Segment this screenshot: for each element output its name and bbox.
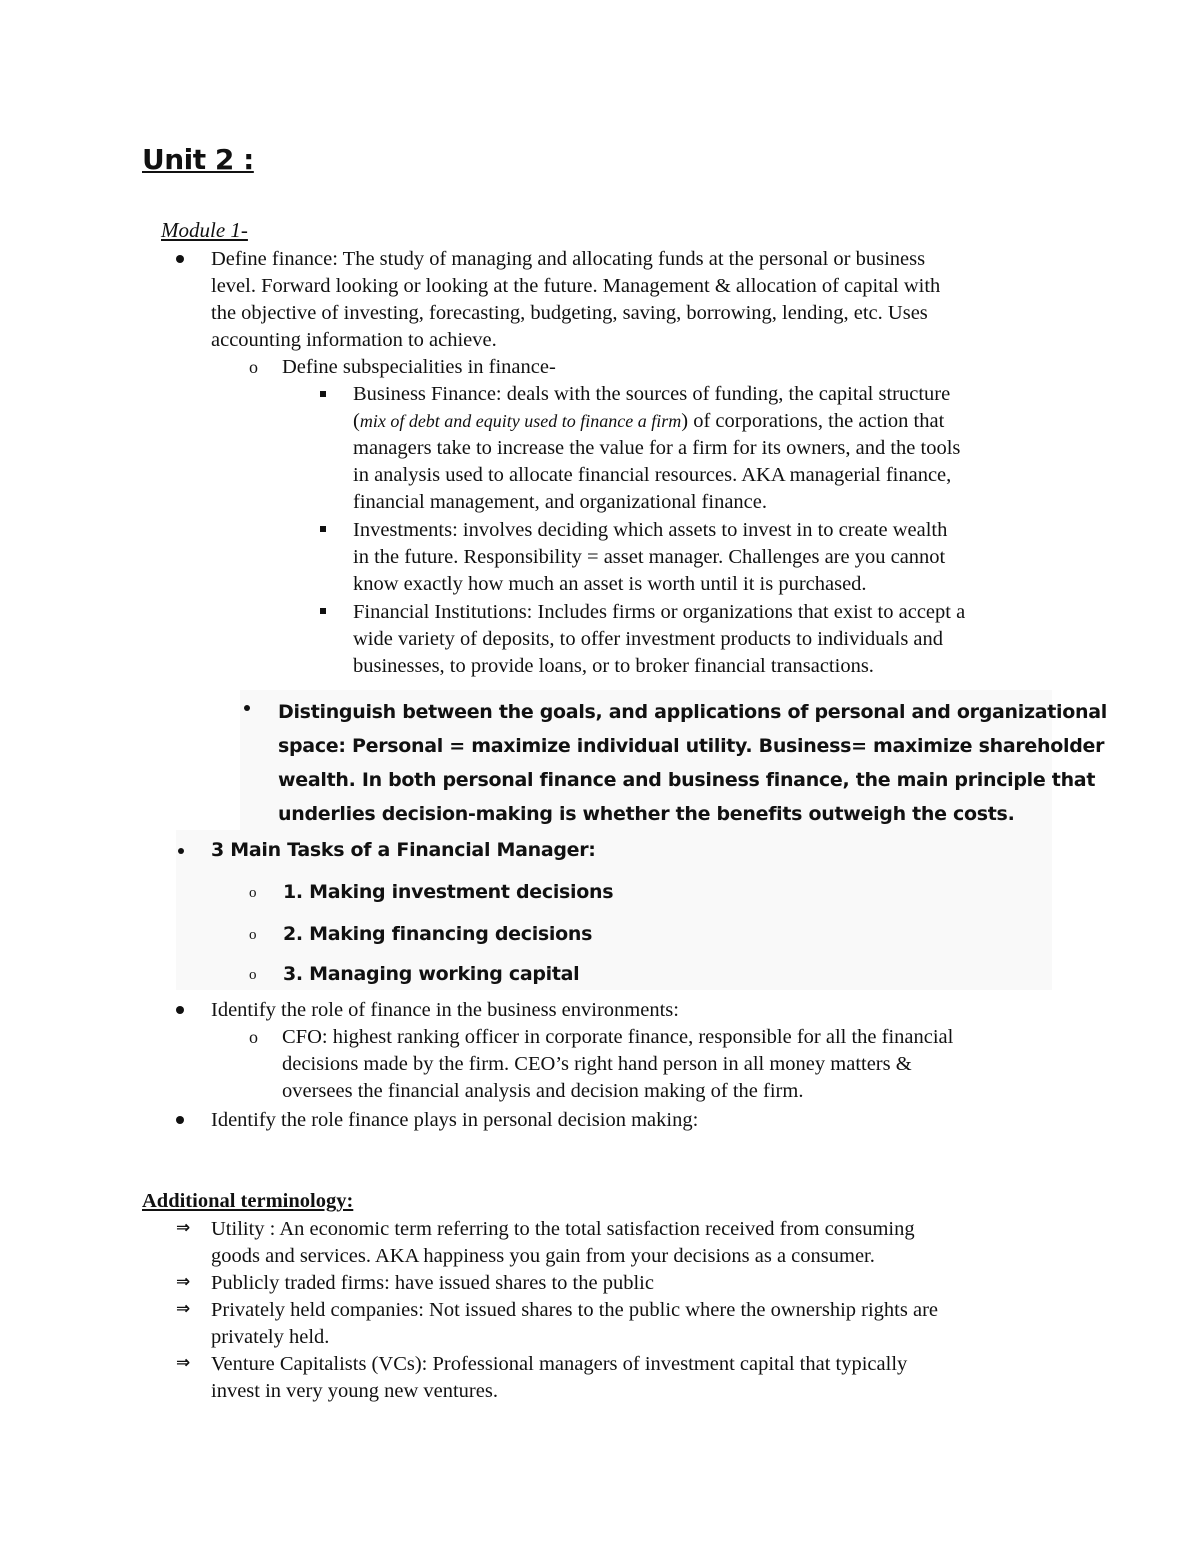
text-line: accounting information to achieve. xyxy=(211,329,497,351)
tasks-heading: 3 Main Tasks of a Financial Manager: xyxy=(211,839,596,861)
text-line: Define finance: The study of managing and allocating funds at the personal or business xyxy=(211,248,926,270)
unit-title: Unit 2 : xyxy=(142,143,254,176)
text-line: Utility : An economic term referring to the total satisfaction received from consuming xyxy=(211,1218,915,1240)
task-item-1: 1. Making investment decisions xyxy=(283,881,614,903)
text-line: Investments: involves deciding which assets to invest in to create wealth xyxy=(353,519,948,541)
role-personal-text: Identify the role finance plays in personal decision making: xyxy=(211,1109,699,1131)
text-line: wide variety of deposits, to offer investment products to individuals and xyxy=(353,628,944,650)
business-finance-text xyxy=(353,381,960,516)
bullet-icon xyxy=(176,1116,184,1124)
text-line: financial management, and organizational finance. xyxy=(353,491,767,513)
role-business-heading: Identify the role of finance in the business environments: xyxy=(211,999,679,1021)
text-line: Venture Capitalists (VCs): Professional managers of investment capital that typically xyxy=(211,1353,908,1375)
arrow-right-icon: ⇒ xyxy=(176,1218,191,1238)
text-line: Financial Institutions: Includes firms or organizations that exist to accept a xyxy=(353,601,966,623)
term-utility xyxy=(211,1216,915,1270)
bullet-icon xyxy=(178,848,184,854)
define-finance-text xyxy=(211,246,940,354)
institutions-text xyxy=(353,599,965,680)
text-line: invest in very young new ventures. xyxy=(211,1380,498,1402)
task-item-3: 3. Managing working capital xyxy=(283,963,580,985)
text-line: know exactly how much an asset is worth until it is purchased. xyxy=(353,573,867,595)
circle-bullet-icon: o xyxy=(249,1027,258,1047)
arrow-right-icon: ⇒ xyxy=(176,1353,191,1373)
text-line: goods and services. AKA happiness you gain from your decisions as a consumer. xyxy=(211,1245,875,1267)
text-line: level. Forward looking or looking at the future. Management & allocation of capital with xyxy=(211,275,941,297)
text-line: space: Personal = maximize individual utility. Business= maximize shareholder xyxy=(278,735,1105,757)
circle-bullet-icon: o xyxy=(249,357,258,377)
text-fragment: ( xyxy=(353,410,360,432)
circle-bullet-icon: o xyxy=(249,967,257,983)
circle-bullet-icon: o xyxy=(249,927,257,943)
text-line: businesses, to provide loans, or to broker financial transactions. xyxy=(353,655,874,677)
module-heading: Module 1- xyxy=(161,218,248,242)
square-bullet-icon xyxy=(320,526,326,532)
text-line: CFO: highest ranking officer in corporate finance, responsible for all the financial xyxy=(282,1026,954,1048)
text-line: decisions made by the firm. CEO’s right hand person in all money matters & xyxy=(282,1053,912,1075)
bullet-icon xyxy=(244,705,250,711)
subspecialities-heading: Define subspecialities in finance- xyxy=(282,356,556,378)
text-line: the objective of investing, forecasting, budgeting, saving, borrowing, lending, etc. Uses xyxy=(211,302,928,324)
text-line: in analysis used to allocate financial resources. AKA managerial finance, xyxy=(353,464,952,486)
bullet-icon xyxy=(176,255,184,263)
text-line: wealth. In both personal finance and business finance, the main principle that xyxy=(278,769,1096,791)
investments-text xyxy=(353,517,947,598)
square-bullet-icon xyxy=(320,608,326,614)
term-venture-capitalists xyxy=(211,1351,907,1405)
text-line xyxy=(353,408,960,435)
text-line: Distinguish between the goals, and applications of personal and organizational xyxy=(278,701,1107,723)
bullet-icon xyxy=(176,1006,184,1014)
term-publicly-traded xyxy=(211,1270,654,1297)
text-line: oversees the financial analysis and decision making of the firm. xyxy=(282,1080,804,1102)
circle-bullet-icon: o xyxy=(249,885,257,901)
text-line: Privately held companies: Not issued shares to the public where the ownership rights are xyxy=(211,1299,938,1321)
additional-terminology-heading: Additional terminology: xyxy=(142,1190,354,1212)
cfo-text xyxy=(282,1024,953,1105)
text-line: in the future. Responsibility = asset manager. Challenges are you cannot xyxy=(353,546,946,568)
text-line: managers take to increase the value for a firm for its owners, and the tools xyxy=(353,437,961,459)
text-line: privately held. xyxy=(211,1326,330,1348)
text-line: Business Finance: deals with the sources of funding, the capital structure xyxy=(353,383,951,405)
task-item-2: 2. Making financing decisions xyxy=(283,923,593,945)
text-line: underlies decision-making is whether the benefits outweigh the costs. xyxy=(278,803,1015,825)
square-bullet-icon xyxy=(320,391,326,397)
arrow-right-icon: ⇒ xyxy=(176,1272,191,1292)
arrow-right-icon: ⇒ xyxy=(176,1299,191,1319)
text-line: Publicly traded firms: have issued shares to the public xyxy=(211,1272,654,1294)
distinguish-text xyxy=(278,695,1107,831)
text-fragment: ) of corporations, the action that xyxy=(681,410,945,432)
capital-structure-definition: mix of debt and equity used to finance a firm xyxy=(359,411,682,431)
term-privately-held xyxy=(211,1297,938,1351)
